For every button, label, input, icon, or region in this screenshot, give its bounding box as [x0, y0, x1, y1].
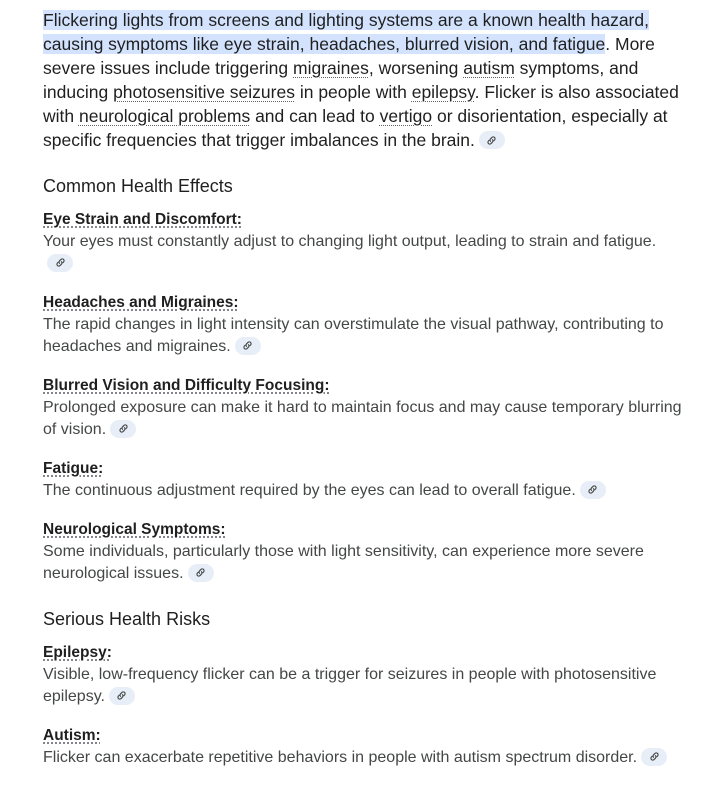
link-icon	[55, 257, 66, 268]
term-neurological-problems[interactable]: neurological problems	[78, 106, 251, 126]
intro-text-1: . More severe issues include triggering	[43, 34, 655, 78]
section-title: Common Health Effects	[43, 176, 233, 196]
link-icon	[587, 484, 598, 495]
item-title[interactable]: Eye Strain and Discomfort:	[43, 211, 242, 228]
item-body	[43, 541, 683, 585]
source-link-chip[interactable]	[641, 748, 667, 766]
intro-text-2: , worsening	[368, 58, 464, 78]
term-photosensitive-seizures[interactable]: photosensitive seizures	[113, 82, 295, 102]
link-icon	[649, 751, 660, 762]
term-autism[interactable]: autism	[463, 58, 515, 78]
list-item	[43, 210, 683, 275]
link-icon	[486, 135, 497, 146]
link-icon	[116, 690, 127, 701]
item-body	[43, 480, 683, 502]
list-item	[43, 376, 683, 441]
item-body	[43, 747, 683, 769]
intro-text-5: . Flicker is also associated with	[43, 82, 679, 126]
highlight-part-1: Flickering lights from screens and lighting systems are a known health hazard, causing symptoms like eye strain, headaches, blurred vision, and	[43, 10, 649, 54]
section-title: Serious Health Risks	[43, 609, 211, 629]
item-body-text: The rapid changes in light intensity can overstimulate the visual pathway, contributing to headaches and migraines.	[43, 316, 664, 355]
source-link-chip[interactable]	[110, 420, 136, 438]
list-item	[43, 293, 683, 358]
intro-text-4: in people with	[294, 82, 412, 102]
source-link-chip[interactable]	[188, 564, 214, 582]
item-body	[43, 664, 683, 708]
source-link-chip[interactable]	[235, 337, 261, 355]
item-title[interactable]: Fatigue:	[43, 460, 104, 477]
item-title[interactable]: Headaches and Migraines:	[43, 294, 239, 311]
intro-text-3: symptoms, and inducing	[43, 58, 639, 102]
intro-paragraph	[43, 8, 683, 152]
highlight-part-2: fatigue	[552, 34, 606, 54]
item-body-text: Prolonged exposure can make it hard to maintain focus and may cause temporary blurring of vision.	[43, 399, 682, 438]
item-title[interactable]: Blurred Vision and Difficulty Focusing:	[43, 377, 330, 394]
list-item	[43, 520, 683, 585]
item-title[interactable]: Epilepsy:	[43, 644, 112, 661]
item-title[interactable]: Neurological Symptoms:	[43, 521, 226, 538]
source-link-chip[interactable]	[109, 687, 135, 705]
source-link-chip[interactable]	[479, 131, 505, 149]
item-body	[43, 231, 683, 275]
item-title[interactable]: Autism:	[43, 727, 101, 744]
link-icon	[118, 423, 129, 434]
item-body-text: Flicker can exacerbate repetitive behaviors in people with autism spectrum disorder.	[43, 749, 638, 766]
item-body-text: Your eyes must constantly adjust to changing light output, leading to strain and fatigue.	[43, 233, 657, 250]
term-vertigo[interactable]: vertigo	[379, 106, 433, 126]
intro-text-7: or disorientation, especially at specific frequencies that trigger imbalances in the brain.	[43, 106, 668, 150]
list-item	[43, 643, 683, 708]
item-body	[43, 314, 683, 358]
term-epilepsy[interactable]: epilepsy	[411, 82, 475, 102]
link-icon	[195, 567, 206, 578]
intro-text-6: and can lead to	[250, 106, 380, 126]
source-link-chip[interactable]	[580, 481, 606, 499]
item-body-text: Some individuals, particularly those with light sensitivity, can experience more severe neurological issues.	[43, 543, 644, 582]
item-body	[43, 397, 683, 441]
item-body-text: The continuous adjustment required by the eyes can lead to overall fatigue.	[43, 482, 576, 499]
term-migraines[interactable]: migraines	[293, 58, 369, 78]
link-icon	[242, 340, 253, 351]
list-item	[43, 726, 683, 769]
item-body-text: Visible, low-frequency flicker can be a trigger for seizures in people with photosensitive epilepsy.	[43, 666, 657, 705]
source-link-chip[interactable]	[47, 254, 73, 272]
list-item	[43, 459, 683, 502]
highlighted-text	[43, 10, 649, 54]
